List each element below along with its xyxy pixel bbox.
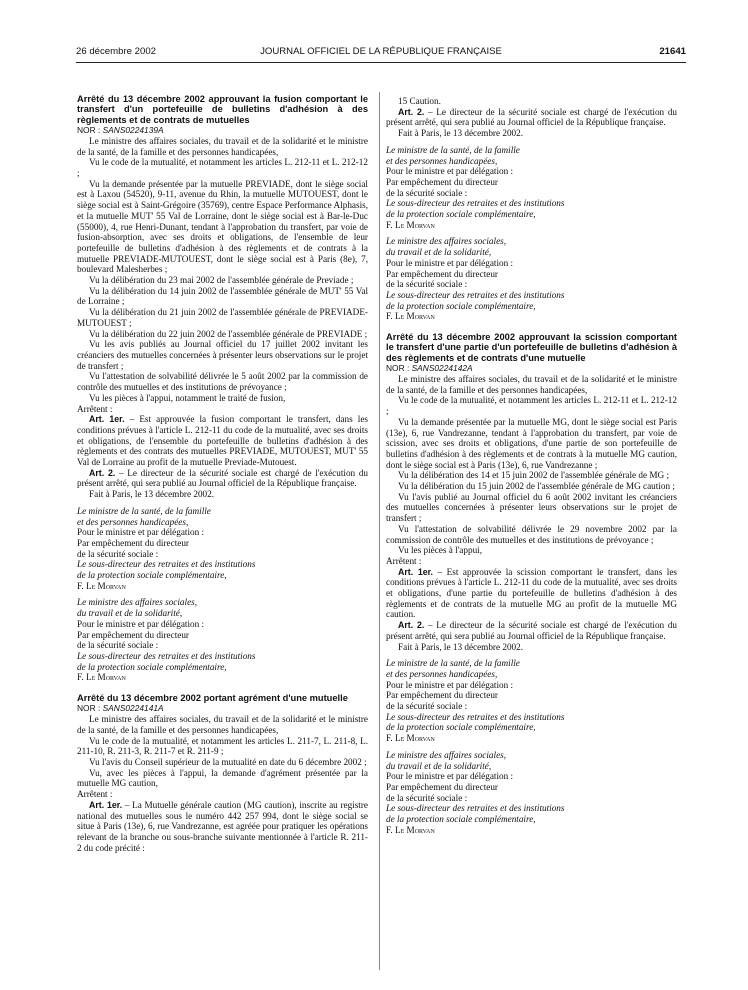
signatory-name: F. Le Morvan [77, 580, 126, 591]
signature-line: Par empêchement du directeur [77, 629, 189, 640]
signature-line: et des personnes handicapées, [386, 668, 498, 679]
article-text: – La Mutuelle générale caution (MG caution), inscrite au registre national des mutuelles sous le numéro 442 257 994, dont le siège social se situe à Paris (13e), 6, rue Vandrezanne, est agréée pour pratiquer les opérations relevant de la branche ou sous-branche suivante mentionnée à l'article R. 211-2 du code précité : [77, 799, 368, 853]
signature-line: Le sous-directeur des retraites et des institutions [386, 198, 565, 209]
arretent-heading: Arrêtent : [77, 789, 113, 800]
header-rule [76, 62, 686, 63]
preamble-paragraph: Le ministre des affaires sociales, du travail et de la solidarité et le ministre de la santé, de la famille et des personnes handicapées, [77, 135, 368, 157]
preamble-paragraph: Vu les avis publiés au Journal officiel du 17 juillet 2002 invitant les créanciers des mutuelles concernées à présenter leurs observations sur le projet de transfert ; [77, 339, 368, 371]
signature-line: de la protection sociale complémentaire, [386, 722, 536, 733]
preamble [77, 136, 368, 404]
preamble-paragraph: Le ministre des affaires sociales, du travail et de la solidarité et le ministre de la santé, de la famille et des personnes handicapées, [386, 373, 677, 395]
signature-line: Le ministre des affaires sociales, [386, 749, 507, 760]
signature-line: de la protection sociale complémentaire, [386, 209, 536, 220]
article-1 [77, 414, 368, 468]
signature-social-minister [77, 597, 368, 683]
preamble-paragraph: Vu le code de la mutualité, et notamment les articles L. 212-11 et L. 212-12 ; [386, 395, 677, 417]
preamble-paragraph: Vu le code de la mutualité, et notamment les articles L. 211-7, L. 211-8, L. 211-10, R. 211-3, R. 211-7 et R. 211-9 ; [77, 735, 368, 757]
running-header [76, 46, 686, 60]
signature-line: de la protection sociale complémentaire, [386, 300, 536, 311]
nor-code: SANS0224139A [102, 125, 164, 136]
preamble-paragraph: Vu la délibération du 23 mai 2002 de l'assemblée générale de Previade ; [89, 275, 354, 286]
nor-reference [77, 703, 368, 714]
nor-label: NOR : [386, 363, 410, 374]
signature-line: et des personnes handicapées, [77, 516, 189, 527]
preamble-paragraph: Vu la délibération du 15 juin 2002 de l'assemblée générale de MG caution ; [398, 481, 675, 492]
article-1 [77, 800, 368, 854]
preamble-paragraph: Vu le code de la mutualité, et notamment les articles L. 212-11 et L. 212-12 ; [77, 157, 368, 179]
preamble-paragraph: Vu la délibération du 22 juin 2002 de l'assemblée générale de PREVIADE ; [89, 328, 368, 339]
preamble-paragraph: Vu les pièces à l'appui, [398, 545, 483, 556]
signature-line: Le ministre de la santé, de la famille [386, 658, 520, 669]
signature-line: Par empêchement du directeur [386, 268, 498, 279]
signatory-name: F. Le Morvan [386, 311, 435, 322]
signature-line: Le sous-directeur des retraites et des institutions [386, 289, 565, 300]
article-2 [386, 107, 677, 128]
preamble-paragraph: Le ministre des affaires sociales, du travail et de la solidarité et le ministre de la santé, de la famille et des personnes handicapées, [77, 714, 368, 735]
signature-line: du travail et de la solidarité, [386, 247, 492, 258]
article-text: – Le directeur de la sécurité sociale est chargé de l'exécution du présent arrêté, qui sera publié au Journal officiel de la République française. [386, 620, 678, 641]
signature-line: Le ministre de la santé, de la famille [386, 144, 520, 155]
signature-health-minister [386, 658, 677, 744]
signature-social-minister [386, 750, 677, 836]
decree-title: Arrêté du 13 décembre 2002 approuvant la fusion comportant le transfert d'un portefeuille de bulletins d'adhésion à des règlements et de contrats de mutuelles [77, 94, 368, 125]
preamble-paragraph: Vu, avec les pièces à l'appui, la demande d'agrément présentée par la mutuelle MG caution, [77, 767, 368, 789]
decree-fusion [77, 94, 368, 683]
article-label: Art. 1er. [89, 799, 123, 810]
article-label: Art. 2. [398, 620, 425, 631]
article-label: Art. 2. [398, 106, 425, 117]
article-1 [386, 567, 677, 621]
signature-line: Le sous-directeur des retraites et des institutions [386, 803, 565, 814]
journal-title: JOURNAL OFFICIEL DE LA RÉPUBLIQUE FRANÇAISE [260, 46, 502, 57]
article-text: – Est approuvée la scission comportant le transfert, dans les conditions prévues à l'article L. 212-11 du code de la mutualité, avec ses droits et obligations, d'une partie du portefeuille de bulletins d'adhésion à des règlements et de contrats de la mutuelle MG au profit de la mutuelle MG caution. [386, 566, 678, 620]
preamble-paragraph: Vu l'attestation de solvabilité délivrée le 5 août 2002 par la commission de contrôle des mutuelles et des institutions de prévoyance ; [77, 371, 368, 393]
signature-line: Par empêchement du directeur [386, 782, 498, 792]
article-label: Art. 1er. [398, 566, 433, 577]
preamble-paragraph: Vu l'attestation de solvabilité délivrée le 29 novembre 2002 par la commission de contrôle des mutuelles et des institutions de prévoyance ; [386, 523, 677, 545]
signature-line: de la protection sociale complémentaire, [386, 814, 536, 825]
article-text: – Le directeur de la sécurité sociale est chargé de l'exécution du présent arrêté, qui sera publié au Journal officiel de la République française. [77, 467, 369, 489]
right-column [386, 96, 677, 836]
preamble-paragraph: Vu l'avis du Conseil supérieur de la mutualité en date du 6 décembre 2002 ; [89, 757, 367, 767]
signature-line: Le sous-directeur des retraites et des institutions [77, 559, 256, 570]
signature-line: de la sécurité sociale : [77, 640, 159, 651]
signature-line: Pour le ministre et par délégation : [386, 771, 514, 782]
signatory-name: F. Le Morvan [77, 672, 126, 683]
article-2 [77, 468, 368, 489]
decree-title: Arrêté du 13 décembre 2002 approuvant la scission comportant le transfert d'une partie d'un portefeuille de bulletins d'adhésion à des règlements et de contrats d'une mutuelle [386, 332, 677, 363]
signature-line: de la sécurité sociale : [77, 548, 159, 559]
signature-line: de la sécurité sociale : [386, 701, 468, 712]
signature-health-minister [77, 506, 368, 592]
arretent-heading: Arrêtent : [386, 555, 422, 566]
preamble-paragraph: Vu la délibération des 14 et 15 juin 2002 de l'assemblée générale de MG ; [398, 470, 670, 481]
signature-line: de la sécurité sociale : [386, 279, 468, 290]
branch-line: 15 Caution. [398, 96, 441, 106]
article-text: – Le directeur de la sécurité sociale est chargé de l'exécution du présent arrêté, qui sera publié au Journal officiel de la République française. [386, 106, 678, 128]
signature-line: Par empêchement du directeur [386, 176, 498, 187]
column-divider [379, 92, 380, 970]
signatory-name: F. Le Morvan [386, 733, 435, 744]
decree-title: Arrêté du 13 décembre 2002 portant agrément d'une mutuelle [77, 693, 348, 704]
signatory-name: F. Le Morvan [386, 219, 435, 230]
preamble-paragraph: Vu la demande présentée par la mutuelle PREVIADE, dont le siège social est à Laxou (54520), 9-11, avenue du Rhin, la mutuelle MUTOUEST, dont le siège social est à Saint-Grégoire (35769), centre Espace Performance Alphasis, et la mutuelle MUT' 55 Val de Lorraine, dont le siège social est à Bar-le-Duc (55000), 4, rue Henri-Dunant, tendant à l'approbation du transfert, par voie de fusion-absorption, avec ses droits et obligations, de l'ensemble de leur portefeuille de bulletins d'adhésion à des règlements et de contrats à la mutuelle PREVIADE-MUTOUEST, dont le siège social est à Paris (8e), 7, boulevard Malesherbes ; [77, 178, 368, 275]
header-date: 26 décembre 2002 [76, 46, 157, 57]
signature-line: Pour le ministre et par délégation : [386, 166, 514, 177]
decree-agrement-continued [386, 96, 677, 322]
page-number: 21641 [659, 46, 686, 57]
article-2 [386, 620, 677, 641]
decree-scission [386, 332, 677, 835]
signature-line: Pour le ministre et par délégation : [77, 527, 205, 538]
nor-reference [77, 125, 368, 136]
signature-health-minister [386, 145, 677, 231]
signature-line: de la protection sociale complémentaire, [77, 661, 227, 672]
preamble-paragraph: Vu l'avis publié au Journal officiel du 6 août 2002 invitant les créanciers des mutuelles concernées à présenter leurs observations sur le projet de transfert ; [386, 491, 677, 524]
article-label: Art. 1er. [89, 414, 125, 425]
arretent-heading: Arrêtent : [77, 403, 113, 414]
done-at: Fait à Paris, le 13 décembre 2002. [398, 128, 524, 139]
signature-social-minister [386, 236, 677, 322]
signature-line: du travail et de la solidarité, [77, 608, 183, 619]
preamble-paragraph: Vu les pièces à l'appui, notamment le traité de fusion, [89, 392, 286, 403]
signature-line: Le ministre des affaires sociales, [77, 597, 198, 608]
article-label: Art. 2. [89, 467, 116, 478]
signature-line: de la protection sociale complémentaire, [77, 570, 227, 581]
nor-code: SANS0224141A [102, 703, 164, 714]
signature-line: Le sous-directeur des retraites et des institutions [77, 650, 256, 661]
nor-reference [386, 363, 677, 374]
preamble [386, 374, 677, 556]
preamble-paragraph: Vu la délibération du 21 juin 2002 de l'assemblée générale de PREVIADE-MUTOUEST ; [77, 307, 368, 328]
nor-code: SANS0224142A [411, 363, 473, 374]
signature-line: Le sous-directeur des retraites et des institutions [386, 711, 565, 722]
nor-label: NOR : [77, 125, 101, 136]
signature-line: de la sécurité sociale : [386, 792, 468, 803]
preamble-paragraph: Vu la délibération du 14 juin 2002 de l'assemblée générale de MUT' 55 Val de Lorraine ; [77, 285, 368, 307]
signature-line: de la sécurité sociale : [386, 187, 468, 198]
signature-line: Par empêchement du directeur [386, 690, 498, 701]
left-column [77, 94, 368, 853]
done-at: Fait à Paris, le 13 décembre 2002. [398, 641, 524, 652]
signature-line: Pour le ministre et par délégation : [77, 618, 205, 629]
nor-label: NOR : [77, 703, 101, 714]
article-text: – Est approuvée la fusion comportant le transfert, dans les conditions prévues à l'article L. 212-11 du code de la mutualité, avec ses droits et obligations, de l'ensemble du portefeuille de bulletins d'adhésion à des règlements et des contrats des mutuelles PREVIADE, MUTOUEST, MUT' 55 Val de Lorraine au profit de la mutuelle Previade-Mutouest. [77, 414, 369, 468]
signature-line: Pour le ministre et par délégation : [386, 679, 514, 690]
signature-line: du travail et de la solidarité, [386, 760, 492, 771]
done-at: Fait à Paris, le 13 décembre 2002. [89, 489, 215, 500]
preamble [77, 714, 368, 789]
signature-line: Par empêchement du directeur [77, 537, 189, 548]
preamble-paragraph: Vu la demande présentée par la mutuelle MG, dont le siège social est Paris (13e), 6, rue Vandrezanne, tendant à l'approbation du transfert, par voie de scission, avec ses droits et obligations, d'une partie de son portefeuille de bulletins d'adhésion à des règlements et de contrats à la mutuelle MG caution, dont le siège social est à Paris (13e), 6, rue Vandrezanne ; [386, 416, 677, 470]
signatory-name: F. Le Morvan [386, 824, 435, 835]
signature-line: Le ministre des affaires sociales, [386, 236, 507, 247]
signature-line: Pour le ministre et par délégation : [386, 257, 514, 268]
decree-agrement [77, 693, 368, 853]
signature-line: Le ministre de la santé, de la famille [77, 505, 211, 516]
signature-line: et des personnes handicapées, [386, 155, 498, 166]
